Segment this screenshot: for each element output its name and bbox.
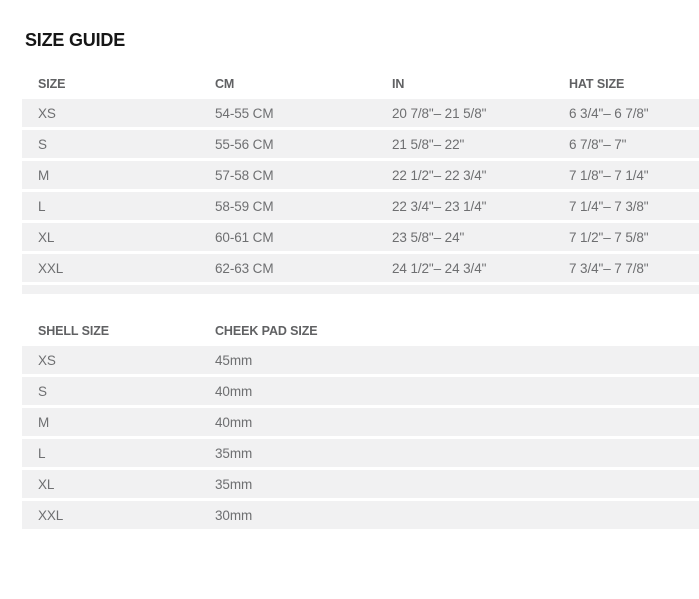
table-row: [22, 501, 699, 529]
cell-in: 20 7/8"– 21 5/8": [392, 105, 487, 121]
cell-size: M: [38, 167, 50, 183]
table-row: [22, 346, 699, 374]
cell-shell-size: XXL: [38, 507, 64, 523]
table-row: [22, 99, 699, 127]
cell-cm: 57-58 CM: [215, 167, 274, 183]
cell-hat-size: 6 7/8"– 7": [569, 136, 627, 152]
table-row: [22, 408, 699, 436]
cell-cheek-pad-size: 40mm: [215, 414, 253, 430]
shell-table: [22, 316, 699, 529]
header-cell-cm: CM: [215, 77, 235, 91]
cell-size: XXL: [38, 260, 64, 276]
cell-size: S: [38, 136, 47, 152]
cell-cm: 62-63 CM: [215, 260, 274, 276]
table-row: [22, 470, 699, 498]
cell-cheek-pad-size: 35mm: [215, 476, 253, 492]
header-cell-hat-size: HAT SIZE: [569, 77, 625, 91]
cell-cm: 55-56 CM: [215, 136, 274, 152]
cell-hat-size: 7 1/2"– 7 5/8": [569, 229, 649, 245]
cell-shell-size: L: [38, 445, 46, 461]
table-row: [22, 223, 699, 251]
table-row: [22, 254, 699, 282]
cell-shell-size: M: [38, 414, 50, 430]
cell-cm: 58-59 CM: [215, 198, 274, 214]
table-row: [22, 130, 699, 158]
cell-size: L: [38, 198, 46, 214]
cell-in: 22 1/2"– 22 3/4": [392, 167, 487, 183]
cell-cheek-pad-size: 30mm: [215, 507, 253, 523]
table-row: [22, 161, 699, 189]
cell-in: 24 1/2"– 24 3/4": [392, 260, 487, 276]
cell-cheek-pad-size: 40mm: [215, 383, 253, 399]
cell-size: XL: [38, 229, 55, 245]
cell-cheek-pad-size: 35mm: [215, 445, 253, 461]
cell-cm: 54-55 CM: [215, 105, 274, 121]
shell-table-header-row: [22, 316, 699, 346]
cell-hat-size: 7 1/8"– 7 1/4": [569, 167, 649, 183]
cell-shell-size: XS: [38, 352, 56, 368]
cell-cm: 60-61 CM: [215, 229, 274, 245]
size-table: [22, 69, 699, 294]
table-row: [22, 439, 699, 467]
cell-in: 22 3/4"– 23 1/4": [392, 198, 487, 214]
header-cell-shell-size: SHELL SIZE: [38, 324, 110, 338]
header-cell-in: IN: [392, 77, 405, 91]
cell-in: 21 5/8"– 22": [392, 136, 465, 152]
cell-cheek-pad-size: 45mm: [215, 352, 253, 368]
cell-in: 23 5/8"– 24": [392, 229, 465, 245]
table-end-strip: [22, 285, 699, 294]
size-table-header-row: [22, 69, 699, 99]
cell-size: XS: [38, 105, 56, 121]
cell-hat-size: 7 3/4"– 7 7/8": [569, 260, 649, 276]
cell-hat-size: 7 1/4"– 7 3/8": [569, 198, 649, 214]
page-title: SIZE GUIDE: [25, 30, 126, 50]
table-row: [22, 377, 699, 405]
cell-shell-size: S: [38, 383, 47, 399]
cell-shell-size: XL: [38, 476, 55, 492]
cell-hat-size: 6 3/4"– 6 7/8": [569, 105, 649, 121]
header-cell-size: SIZE: [38, 77, 66, 91]
table-row: [22, 192, 699, 220]
header-cell-cheek-pad-size: CHEEK PAD SIZE: [215, 324, 318, 338]
